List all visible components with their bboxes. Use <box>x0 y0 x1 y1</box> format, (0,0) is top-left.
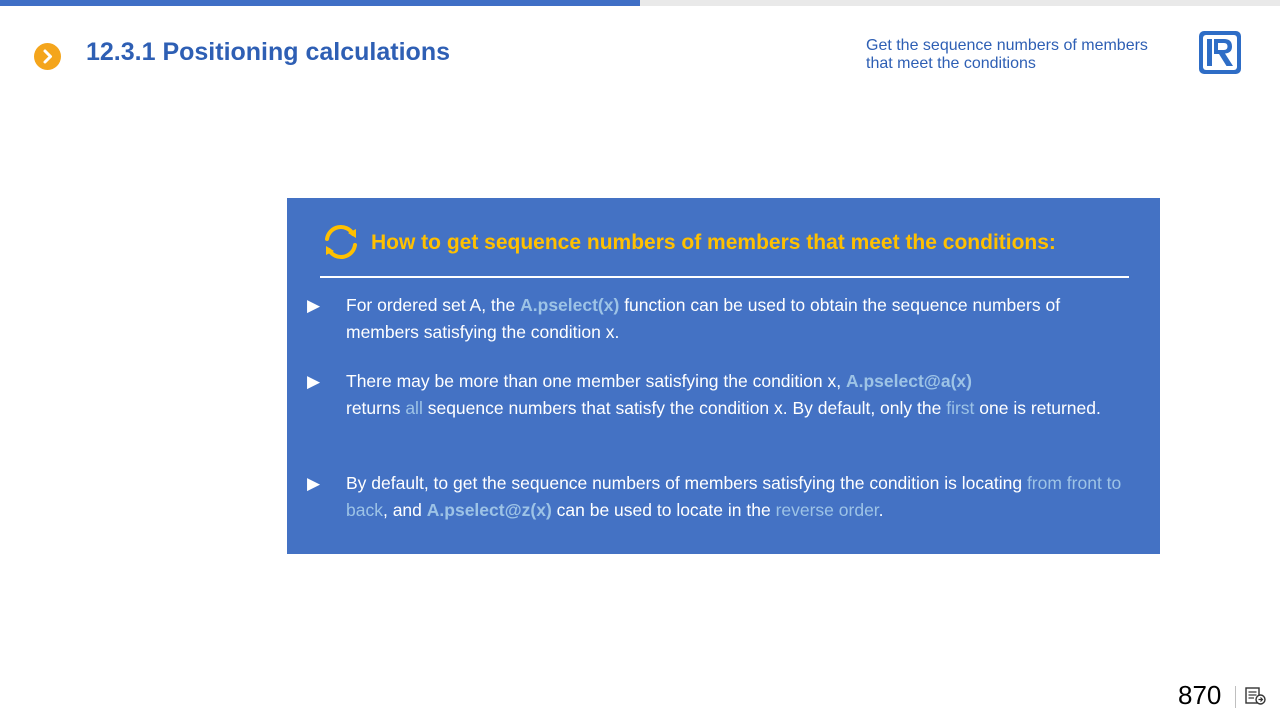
bullet-marker: ▶ <box>307 372 321 391</box>
box-heading: How to get sequence numbers of members that meet the conditions: <box>371 231 1056 254</box>
bullet-text <box>346 292 1136 346</box>
highlight-term: from front to back <box>346 473 1122 520</box>
function-name: A.pselect@a(x) <box>845 371 972 391</box>
chevron-right-circle-icon <box>34 43 61 70</box>
page-title: 12.3.1 Positioning calculations <box>86 38 450 66</box>
bullet-marker: ▶ <box>307 474 321 493</box>
progress-bar <box>0 0 1280 6</box>
bullet-text-segment: There may be more than one member satisfying the condition x, <box>346 371 846 391</box>
bullet-text-segment: one is returned. <box>974 398 1101 418</box>
function-name: A.pselect@z(x) <box>426 500 552 520</box>
highlight-term: first <box>946 398 975 418</box>
highlight-term: all <box>405 398 423 418</box>
bullet-text-segment: function can be used to obtain the sequence numbers of members satisfying the condition x. <box>346 295 1061 342</box>
page-number: 870 <box>1178 680 1222 710</box>
bullet-text-segment: , and <box>382 500 427 520</box>
page-subtitle: Get the sequence numbers of members that meet the conditions <box>866 37 1148 72</box>
bullet-text-segment: . <box>878 500 884 520</box>
bullet-text-segment: can be used to locate in the <box>551 500 776 520</box>
bullet-text-segment: returns <box>346 398 406 418</box>
highlight-term: reverse order <box>775 500 879 520</box>
function-name: A.pselect(x) <box>520 295 620 315</box>
bullet-text-segment: For ordered set A, the <box>346 295 521 315</box>
bullet-text-segment: sequence numbers that satisfy the condition x. By default, only the <box>422 398 947 418</box>
slide-notes-icon[interactable] <box>1245 686 1267 706</box>
bullet-text <box>346 368 1136 422</box>
bullet-text <box>346 470 1136 524</box>
bullet-text-segment: By default, to get the sequence numbers of members satisfying the condition is locating <box>346 473 1027 493</box>
brand-r-logo-icon <box>1199 31 1241 74</box>
info-box <box>287 198 1160 554</box>
bullet-marker: ▶ <box>307 296 321 315</box>
refresh-cycle-icon <box>319 222 363 262</box>
footer-separator <box>1235 686 1236 708</box>
heading-divider <box>320 276 1129 278</box>
progress-fill <box>0 0 640 6</box>
